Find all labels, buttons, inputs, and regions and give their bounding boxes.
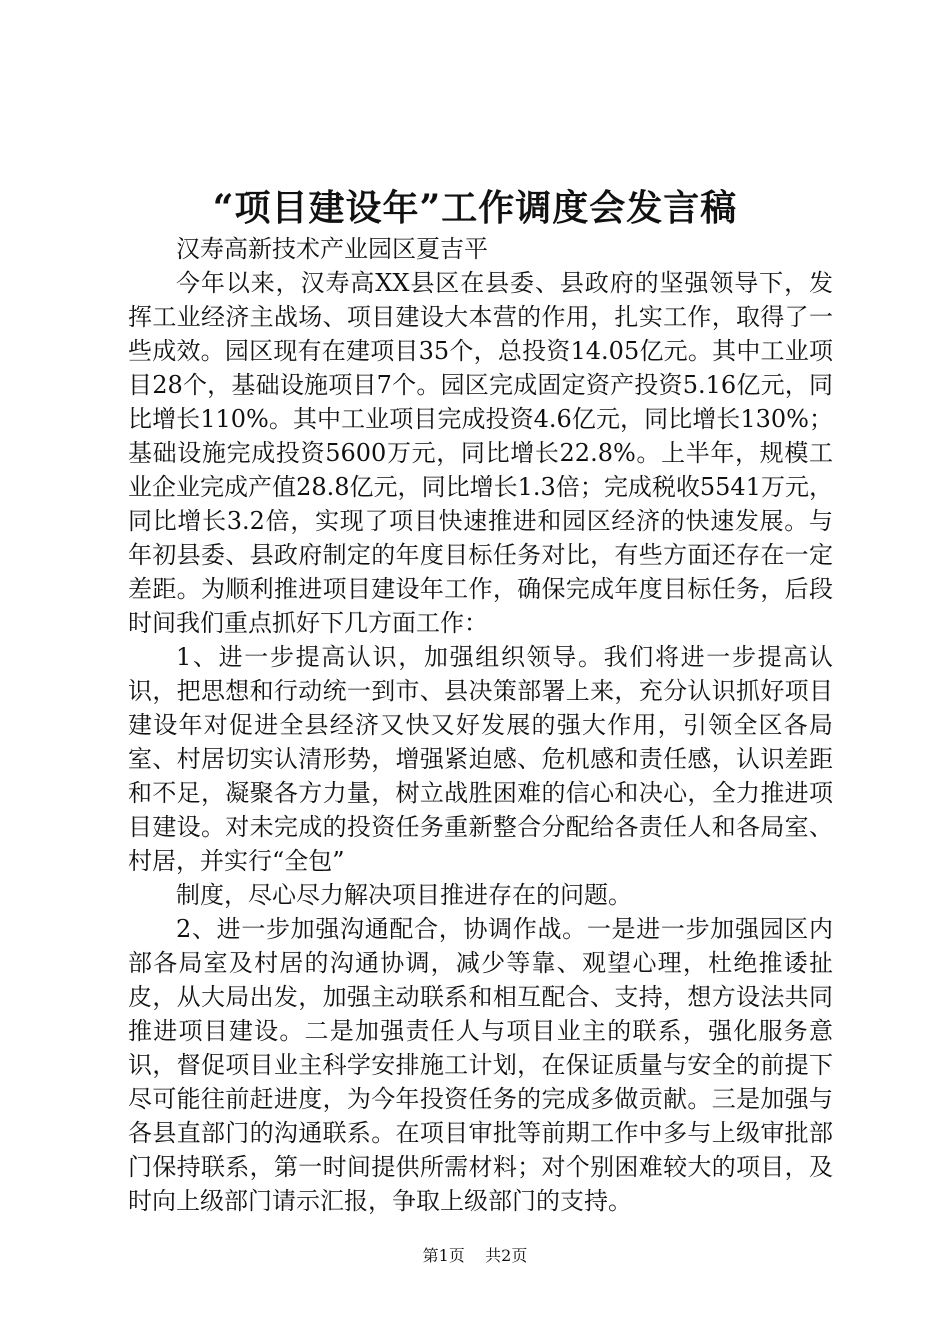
page-total: 共2页 xyxy=(485,1246,528,1265)
author-line: 汉寿高新技术产业园区夏吉平 xyxy=(176,235,488,263)
paragraph-point-2: 2、进一步加强沟通配合，协调作战。一是进一步加强园区内部各局室及村居的沟通协调，减少等靠、观望心理，杜绝推诿扯皮，从大局出发，加强主动联系和相互配合、支持，想方设法共同推进项目建设。二是加强责任人与项目业主的联系，强化服务意识，督促项目业主科学安排施工计划，在保证质量与安全的前提下尽可能往前赶进度，为今年投资任务的完成多做贡献。三是加强与各县直部门的沟通联系。在项目审批等前期工作中多与上级审批部门保持联系，第一时间提供所需材料；对个别困难较大的项目，及时向上级部门请示汇报，争取上级部门的支持。 xyxy=(128,915,833,1215)
document-body xyxy=(128,232,833,1218)
footer-spacer xyxy=(470,1246,480,1265)
paragraph-intro: 今年以来，汉寿高XX县区在县委、县政府的坚强领导下，发挥工业经济主战场、项目建设大本营的作用，扎实工作，取得了一些成效。园区现有在建项目35个，总投资14.05亿元。其中工业项目28个，基础设施项目7个。园区完成固定资产投资5.16亿元，同比增长110%。其中工业项目完成投资4.6亿元，同比增长130%；基础设施完成投资5600万元，同比增长22.8%。上半年，规模工业企业完成产值28.8亿元，同比增长1.3倍；完成税收5541万元，同比增长3.2倍，实现了项目快速推进和园区经济的快速发展。与年初县委、县政府制定的年度目标任务对比，有些方面还存在一定差距。为顺利推进项目建设年工作，确保完成年度目标任务，后段时间我们重点抓好下几方面工作： xyxy=(128,269,833,637)
paragraph-point-1-cont: 制度，尽心尽力解决项目推进存在的问题。 xyxy=(176,881,632,909)
paragraph-point-1: 1、进一步提高认识，加强组织领导。我们将进一步提高认识，把思想和行动统一到市、县决策部署上来，充分认识抓好项目建设年对促进全县经济又快又好发展的强大作用，引领全区各局室、村居切实认清形势，增强紧迫感、危机感和责任感，认识差距和不足，凝聚各方力量，树立战胜困难的信心和决心，全力推进项目建设。对未完成的投资任务重新整合分配给各责任人和各局室、村居，并实行“全包” xyxy=(128,643,833,875)
page-number: 第1页 xyxy=(422,1246,465,1265)
page-footer xyxy=(0,1244,950,1268)
page-title: “项目建设年”工作调度会发言稿 xyxy=(212,187,738,229)
